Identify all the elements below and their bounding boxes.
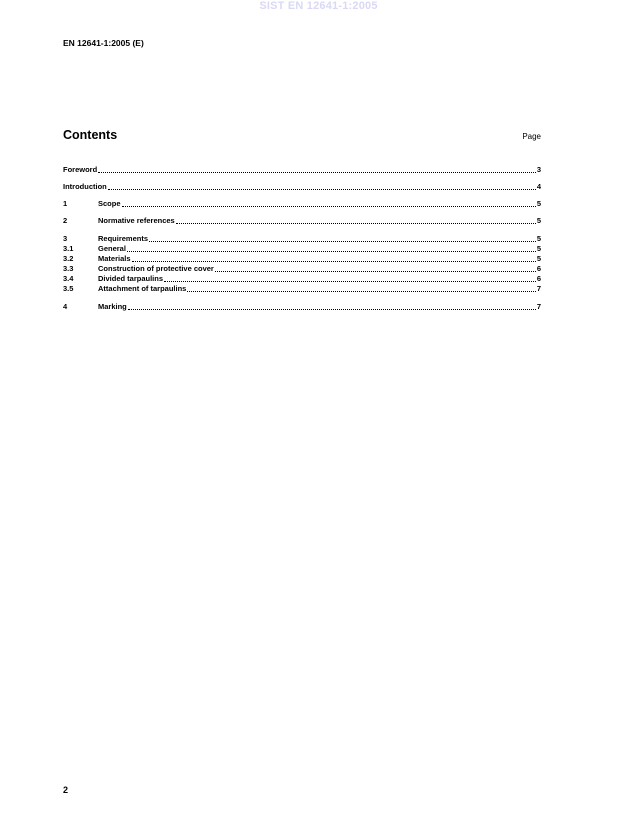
dot-leader — [149, 234, 536, 242]
toc-entry-number: 3.1 — [63, 244, 74, 253]
page-column-label: Page — [522, 132, 541, 141]
toc-entry-title: Normative references — [98, 216, 175, 225]
toc-entry[interactable] — [63, 234, 541, 244]
toc-entry-page: 5 — [536, 234, 541, 243]
toc-entry-page: 7 — [536, 284, 541, 293]
toc-entry[interactable] — [63, 244, 541, 254]
toc-entry-title: General — [98, 244, 126, 253]
toc-entry[interactable] — [63, 199, 541, 209]
document-id: EN 12641-1:2005 (E) — [63, 38, 144, 48]
toc-entry-number: 4 — [63, 302, 68, 311]
toc-entry-number: 3.3 — [63, 264, 74, 273]
dot-leader — [215, 264, 536, 272]
toc-entry-page: 5 — [536, 199, 541, 208]
toc-entry-title: Marking — [98, 302, 127, 311]
toc-entry-title: Requirements — [98, 234, 149, 243]
page-number: 2 — [63, 785, 69, 795]
toc-entry-page: 5 — [536, 216, 541, 225]
toc-entry-number: 3 — [63, 234, 68, 243]
toc-entry-page: 6 — [536, 274, 541, 283]
dot-leader — [187, 284, 535, 292]
dot-leader — [176, 216, 536, 224]
toc-entry-number: 3.2 — [63, 254, 74, 263]
dot-leader — [132, 254, 536, 262]
toc-entry-page: 4 — [536, 182, 541, 191]
toc-entry-number: 3.5 — [63, 284, 74, 293]
toc-entry-number: 1 — [63, 199, 68, 208]
dot-leader — [122, 199, 536, 207]
toc-entry-title: Introduction — [63, 182, 107, 191]
toc-entry-page: 3 — [536, 165, 541, 174]
contents-heading: Contents — [63, 128, 118, 142]
toc-entry-number: 3.4 — [63, 274, 74, 283]
toc-entry[interactable] — [63, 182, 541, 192]
dot-leader — [164, 274, 536, 282]
toc-entry-page: 5 — [536, 254, 541, 263]
toc-entry-page: 7 — [536, 302, 541, 311]
dot-leader — [128, 302, 536, 310]
toc-entry-number: 2 — [63, 216, 68, 225]
toc-entry[interactable] — [63, 216, 541, 226]
toc-entry-title: Construction of protective cover — [98, 264, 214, 273]
toc-entry-title: Divided tarpaulins — [98, 274, 164, 283]
watermark: SIST EN 12641-1:2005 — [259, 0, 378, 12]
dot-leader — [108, 182, 536, 190]
dot-leader — [98, 165, 536, 173]
toc-entry-title: Scope — [98, 199, 121, 208]
toc-entry[interactable] — [63, 302, 541, 312]
toc-entry-title: Foreword — [63, 165, 98, 174]
toc-entry[interactable] — [63, 274, 541, 284]
toc-entry[interactable] — [63, 284, 541, 294]
toc-entry-title: Materials — [98, 254, 131, 263]
toc-entry-page: 5 — [536, 244, 541, 253]
toc-entry[interactable] — [63, 254, 541, 264]
toc-entry[interactable] — [63, 264, 541, 274]
dot-leader — [127, 244, 536, 252]
toc-entry[interactable] — [63, 165, 541, 175]
toc-entry-page: 6 — [536, 264, 541, 273]
toc-entry-title: Attachment of tarpaulins — [98, 284, 187, 293]
